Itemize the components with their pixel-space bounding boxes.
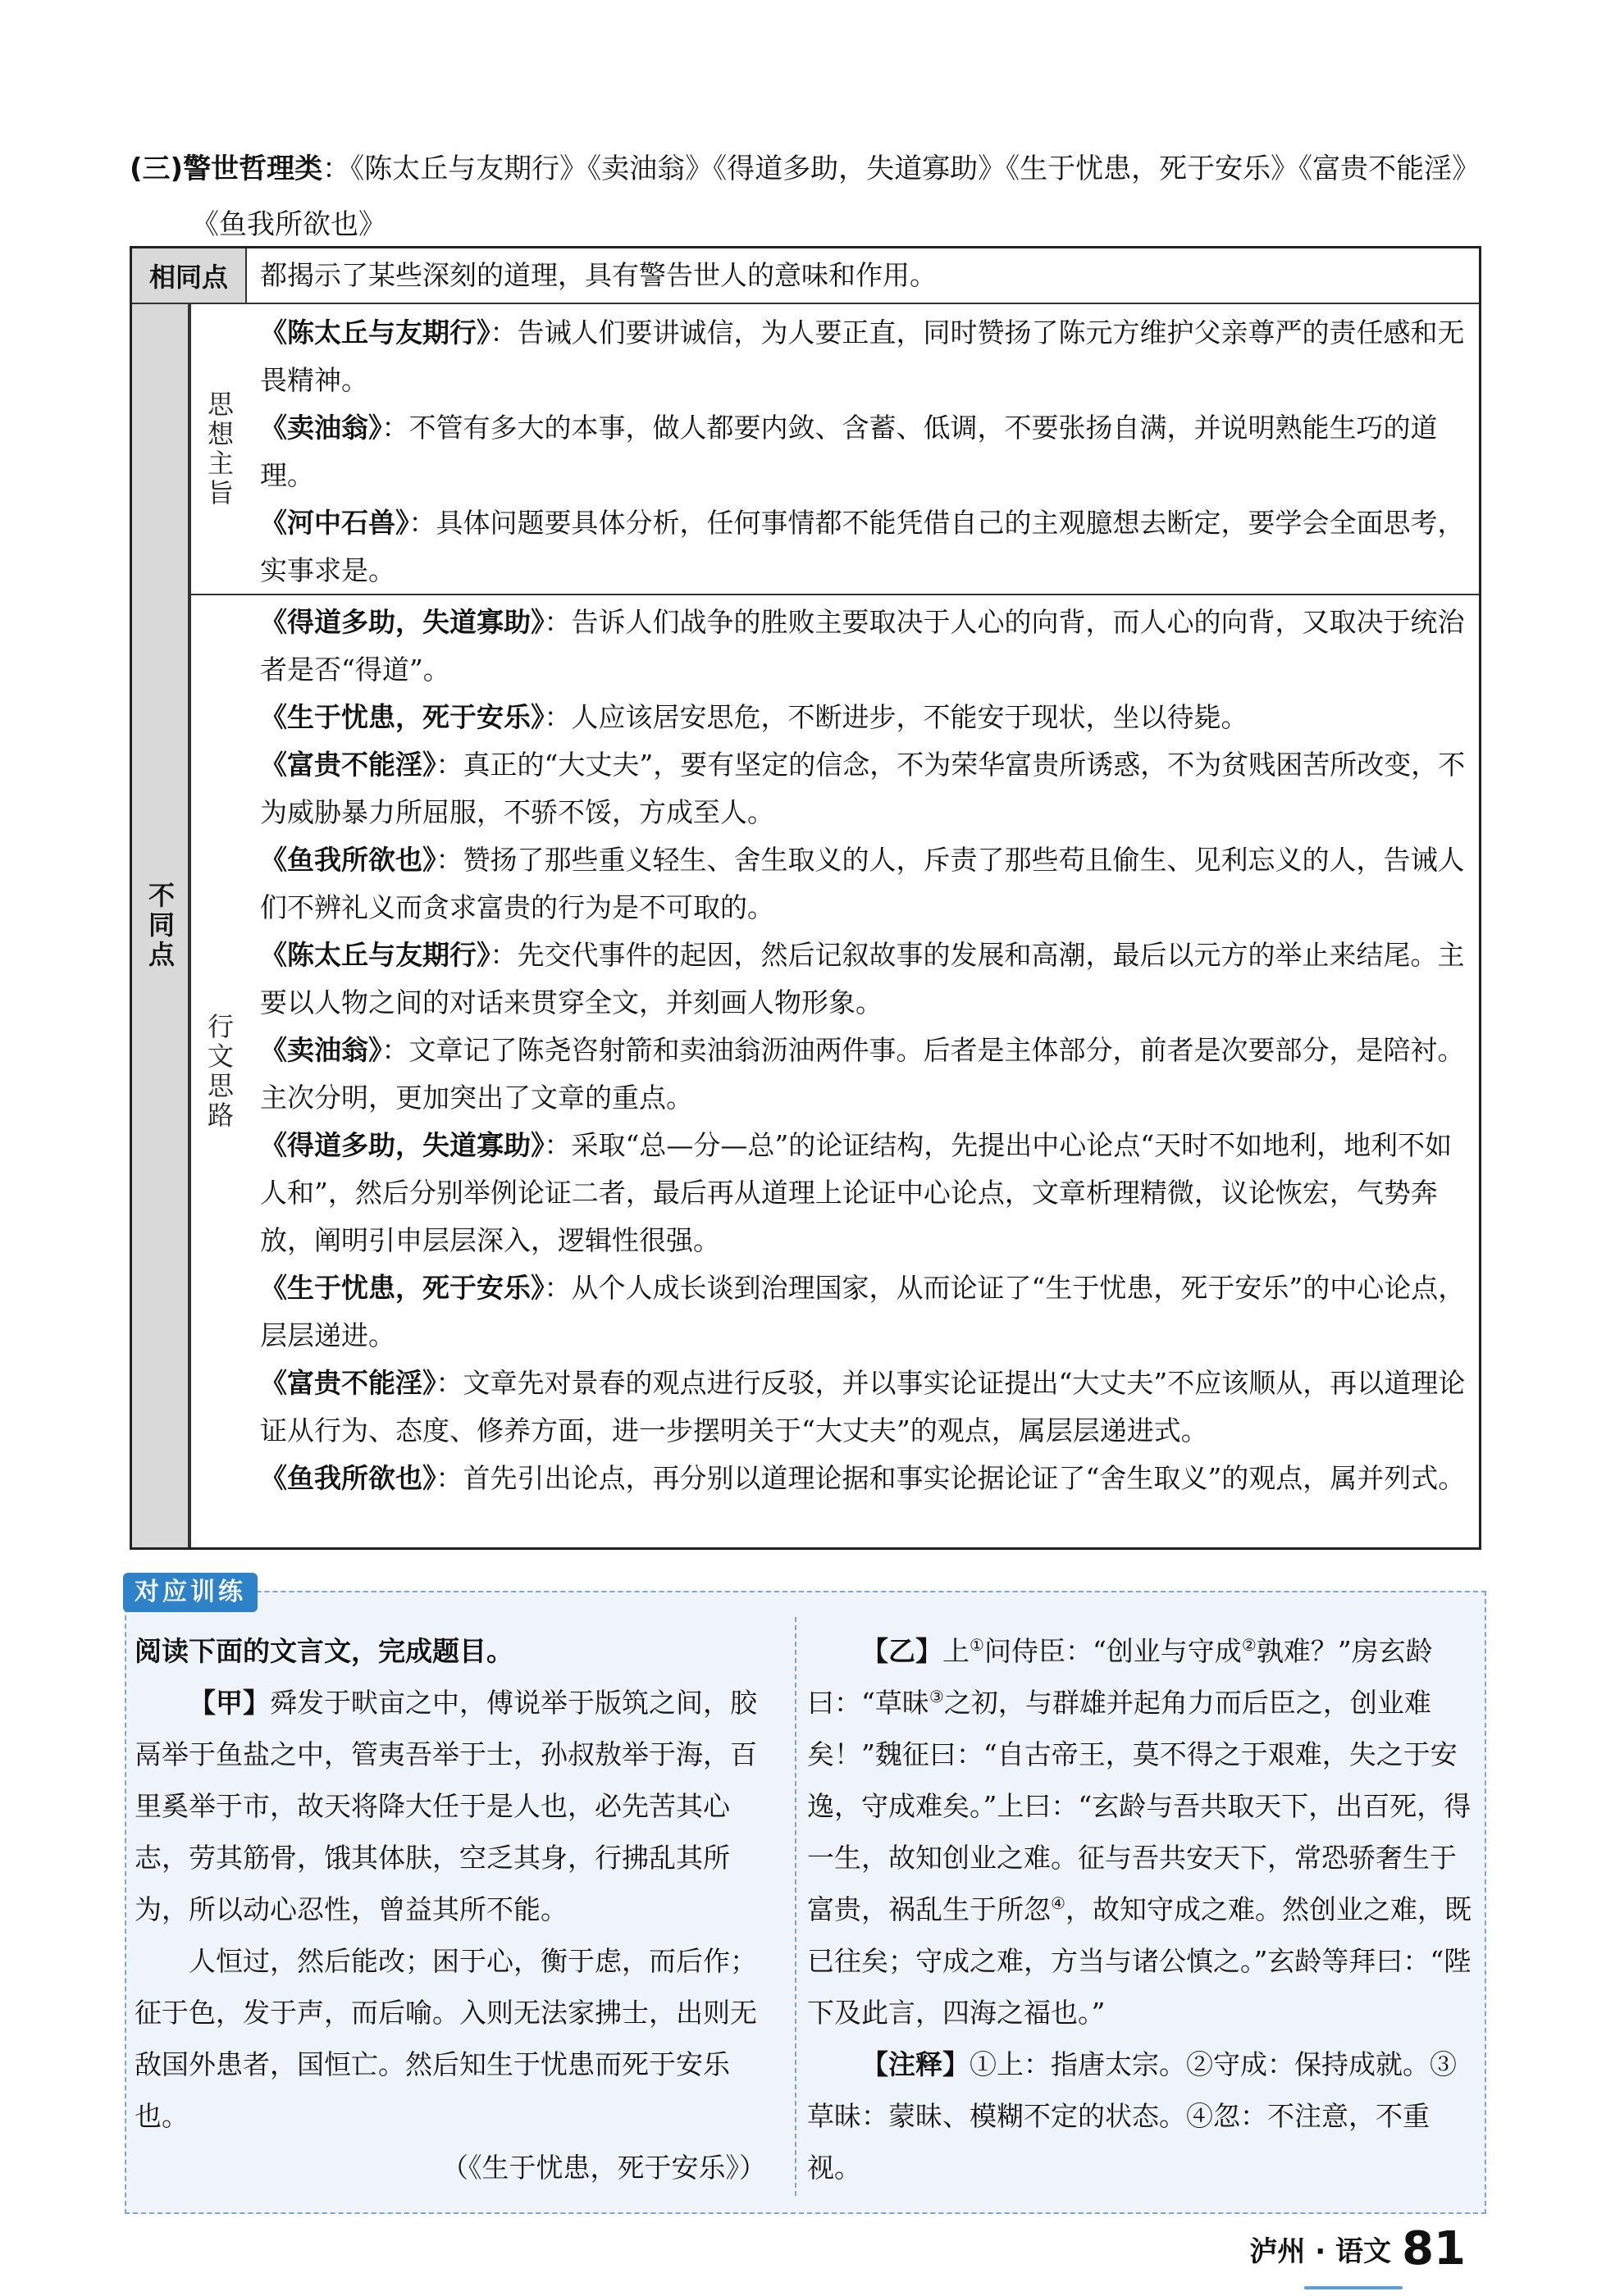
writing-item: 《鱼我所欲也》：赞扬了那些重义轻生、舍生取义的人，斥责了那些苟且偷生、见利忘义的人，告诫人们不辨礼义而贪求富贵的行为是不可取的。 bbox=[260, 844, 1465, 923]
section-titles-line2: 《鱼我所欲也》 bbox=[191, 208, 386, 241]
exercise-box bbox=[125, 1578, 1486, 2214]
exercise-instruction: 阅读下面的文言文，完成题目。 bbox=[135, 1635, 513, 1667]
theme-label-cell bbox=[189, 304, 247, 595]
page-number: 81 bbox=[1402, 2222, 1466, 2276]
jia-paragraph-2: 人恒过，然后能改；困于心，衡于虑，而后作；征于色，发于声，而后喻。入则无法家拂士，出则无敌国外患者，国恒亡。然后知生于忧患而死于安乐也。 bbox=[135, 1945, 757, 2132]
diff-point-label: 不同点 bbox=[144, 882, 176, 970]
writing-item: 《卖油翁》：文章记了陈尧咨射箭和卖油翁沥油两件事。后者是主体部分，前者是次要部分，是陪衬。主次分明，更加突出了文章的重点。 bbox=[260, 1034, 1465, 1114]
writing-label-cell bbox=[189, 595, 247, 1547]
jia-source: （《生于忧患，死于安乐》） bbox=[441, 2152, 766, 2184]
same-point-label: 相同点 bbox=[132, 248, 247, 304]
writing-item: 《得道多助，失道寡助》：采取“总—分—总”的论证结构，先提出中心论点“天时不如地利，地利不如人和”，然后分别举例论证二者，最后再从道理上论证中心论点，文章析理精微，议论恢宏，气势奔放，阐明引申层层深入，逻辑性很强。 bbox=[260, 1129, 1453, 1256]
column-divider bbox=[795, 1617, 796, 2196]
writing-item: 《鱼我所欲也》：首先引出论点，再分别以道理论据和事实论据论证了“舍生取义”的观点，属并列式。 bbox=[260, 1462, 1466, 1494]
city-subject: 泸州 · 语文 bbox=[1249, 2235, 1391, 2268]
section-titles-line1: ：《陈太丘与友期行》《卖油翁》《得道多助，失道寡助》《生于忧患，死于安乐》《富贵不能淫》 bbox=[322, 153, 1481, 185]
yi-paragraph: 【乙】上①问侍臣：“创业与守成②孰难？”房玄龄曰：“草昧③之初，与群雄并起角力而后臣之，创业难矣！”魏征曰：“自古帝王，莫不得之于艰难，失之于安逸，守成难矣。”上曰：“玄龄与吾共取天下，出百死，得一生，故知创业之难。征与吾共安天下，常恐骄奢生于富贵，祸乱生于所忽④，故知守成之难。然创业之难，既已往矣；守成之难，方当与诸公慎之。”玄龄等拜曰：“陛下及此言，四海之福也。” bbox=[807, 1635, 1472, 2029]
section-heading bbox=[130, 141, 1483, 253]
exercise-tag: 对应训练 bbox=[123, 1573, 258, 1612]
theme-item: 《陈太丘与友期行》：告诫人们要讲诚信，为人要正直，同时赞扬了陈元方维护父亲尊严的责任感和无畏精神。 bbox=[260, 317, 1465, 396]
theme-item: 《卖油翁》：不管有多大的本事，做人都要内敛、含蓄、低调，不要张扬自满，并说明熟能生巧的道理。 bbox=[260, 412, 1438, 491]
theme-label: 思想主旨 bbox=[203, 390, 235, 508]
theme-items bbox=[247, 304, 1479, 595]
yi-notes: 【注释】①上：指唐太宗。②守成：保持成就。③草昧：蒙昧、模糊不定的状态。④忽：不注意，不重视。 bbox=[807, 2048, 1457, 2184]
writing-item: 《富贵不能淫》：文章先对景春的观点进行反驳，并以事实论证提出“大丈夫”不应该顺从，再以道理论证从行为、态度、修养方面，进一步摆明关于“大丈夫”的观点，属层层递进式。 bbox=[260, 1367, 1466, 1446]
writing-label: 行文思路 bbox=[203, 1012, 235, 1131]
passage-jia bbox=[135, 1625, 783, 2194]
jia-paragraph-1: 【甲】舜发于畎亩之中，傅说举于版筑之间，胶鬲举于鱼盐之中，管夷吾举于士，孙叔敖举于海，百里奚举于市，故天将降大任于是人也，必先苦其心志，劳其筋骨，饿其体肤，空乏其身，行拂乱其所为，所以动心忍性，曾益其所不能。 bbox=[135, 1687, 757, 1925]
same-point-text: 都揭示了某些深刻的道理，具有警告世人的意味和作用。 bbox=[247, 248, 1479, 304]
writing-item: 《得道多助，失道寡助》：告诉人们战争的胜败主要取决于人心的向背，而人心的向背，又取决于统治者是否“得道”。 bbox=[260, 606, 1465, 686]
page-footer bbox=[1249, 2222, 1466, 2276]
theme-item: 《河中石兽》：具体问题要具体分析，任何事情都不能凭借自己的主观臆想去断定，要学会全面思考，实事求是。 bbox=[260, 507, 1465, 586]
writing-item: 《陈太丘与友期行》：先交代事件的起因，然后记叙故事的发展和高潮，最后以元方的举止来结尾。主要以人物之间的对话来贯穿全文，并刻画人物形象。 bbox=[260, 939, 1465, 1018]
section-category: (三)警世哲理类 bbox=[130, 153, 323, 185]
passage-yi bbox=[807, 1625, 1476, 2194]
writing-item: 《生于忧患，死于安乐》：人应该居安思危，不断进步，不能安于现状，坐以待毙。 bbox=[260, 701, 1248, 733]
writing-item: 《富贵不能淫》：真正的“大丈夫”，要有坚定的信念，不为荣华富贵所诱惑，不为贫贱困苦所改变，不为威胁暴力所屈服，不骄不馁，方成至人。 bbox=[260, 749, 1466, 828]
footer-accent-line bbox=[1304, 2286, 1403, 2289]
writing-item: 《生于忧患，死于安乐》：从个人成长谈到治理国家，从而论证了“生于忧患，死于安乐”的中心论点，层层递进。 bbox=[260, 1272, 1466, 1351]
writing-items bbox=[247, 595, 1479, 1547]
summary-table bbox=[130, 246, 1481, 1550]
diff-point-label-cell bbox=[132, 304, 189, 1547]
